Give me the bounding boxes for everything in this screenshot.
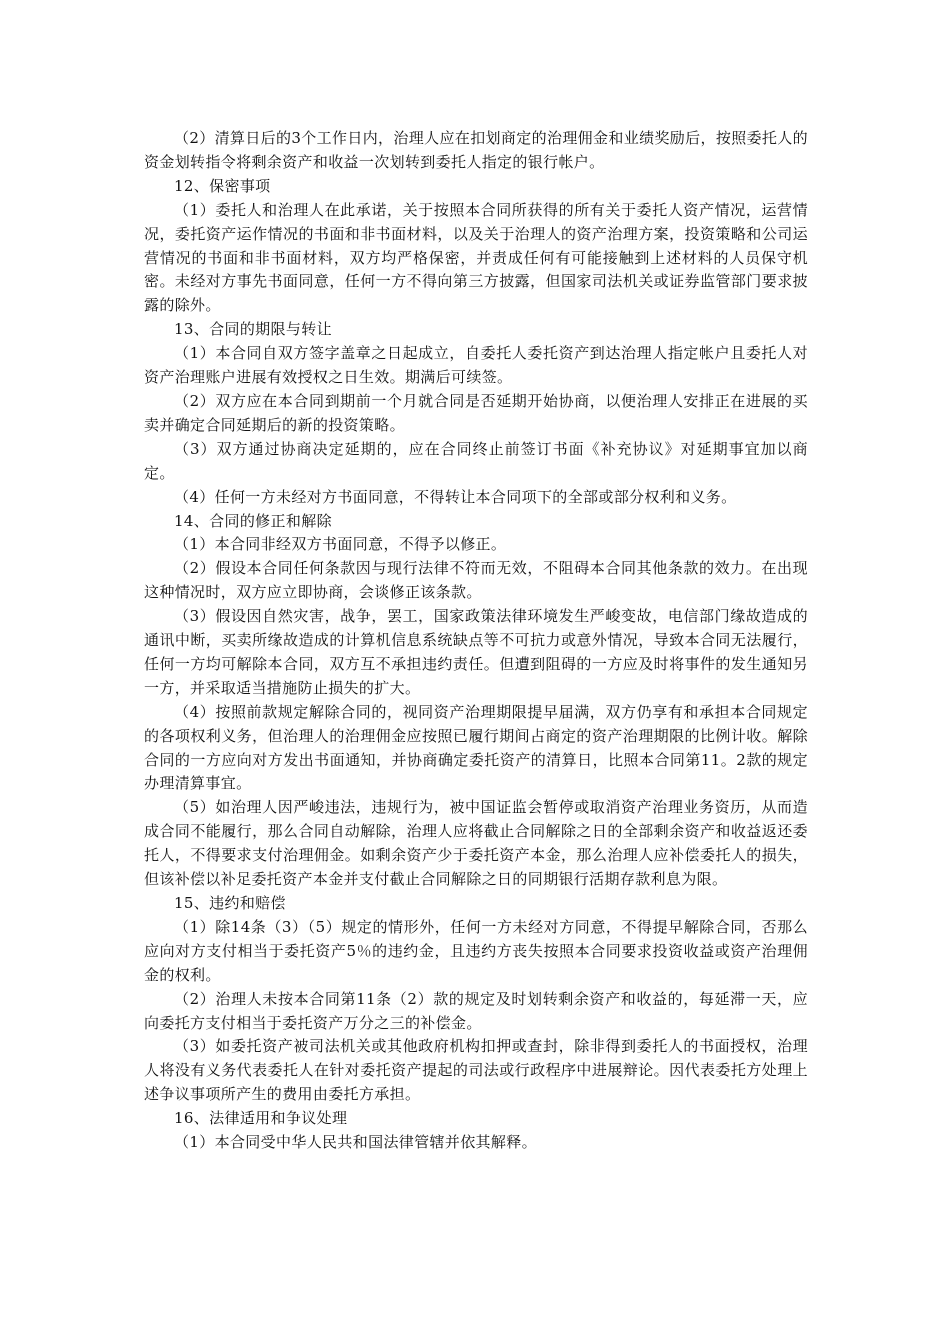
paragraph-14-5: （5）如治理人因严峻违法，违规行为，被中国证监会暂停或取消资产治理业务资历，从而造成合同不能履行，那么合同自动解除，治理人应将截止合同解除之日的全部剩余资产和收益返还委托人，不得要求支付治理佣金。如剩余资产少于委托资产本金，那么治理人应补偿委托人的损失，但该补偿以补足委托资产本金并支付截止合同解除之日的同期银行活期存款利息为限。 — [144, 798, 808, 889]
paragraph-16-1: （1）本合同受中华人民共和国法律管辖并依其解释。 — [174, 1133, 537, 1152]
paragraph-12-1: （1）委托人和治理人在此承诺，关于按照本合同所获得的所有关于委托人资产情况，运营情况，委托资产运作情况的书面和非书面材料，以及关于治理人的资产治理方案，投资策略和公司运营情况的书面和非书面材料，双方均严格保密，并责成任何有可能接触到上述材料的人员保守机密。未经对方事先书面同意，任何一方不得向第三方披露，但国家司法机关或证券监管部门要求披露的除外。 — [144, 200, 808, 315]
paragraph-15-3: （3）如委托资产被司法机关或其他政府机构扣押或查封，除非得到委托人的书面授权，治理人将没有义务代表委托人在针对委托资产提起的司法或行政程序中进展辩论。因代表委托方处理上述争议事项所产生的费用由委托方承担。 — [144, 1037, 808, 1104]
paragraph-13-4: （4）任何一方未经对方书面同意，不得转让本合同项下的全部或部分权利和义务。 — [174, 487, 737, 506]
section-heading-15: 15、违约和赔偿 — [174, 894, 286, 912]
section-heading-14: 14、合同的修正和解除 — [174, 511, 332, 530]
paragraph-14-2: （2）假设本合同任何条款因与现行法律不符而无效，不阻碍本合同其他条款的效力。在出现这种情况时，双方应立即协商，会谈修正该条款。 — [144, 559, 808, 602]
paragraph-15-1: （1）除14条（3）（5）规定的情形外，任何一方未经对方同意，不得提早解除合同，否那么应向对方支付相当于委托资产5％的违约金，且违约方丧失按照本合同要求投资收益或资产治理佣金的权利。 — [144, 917, 808, 984]
paragraph-11-2: （2）清算日后的3个工作日内，治理人应在扣划商定的治理佣金和业绩奖励后，按照委托人的资金划转指令将剩余资产和收益一次划转到委托人指定的银行帐户。 — [144, 129, 808, 171]
section-heading-13: 13、合同的期限与转让 — [174, 320, 332, 339]
section-heading-16: 16、法律适用和争议处理 — [174, 1109, 348, 1128]
paragraph-14-4: （4）按照前款规定解除合同的，视同资产治理期限提早届满，双方仍享有和承担本合同规定的各项权利义务，但治理人的治理佣金应按照已履行期间占商定的资产治理期限的比例计收。解除合同的一方应向对方发出书面通知，并协商确定委托资产的清算日，比照本合同第11。2款的规定办理清算事宜。 — [144, 702, 808, 793]
section-heading-12: 12、保密事项 — [174, 176, 271, 195]
paragraph-14-3: （3）假设因自然灾害，战争，罢工，国家政策法律环境发生严峻变故，电信部门缘故造成的通讯中断，买卖所缘故造成的计算机信息系统缺点等不可抗力或意外情况，导致本合同无法履行，任何一方均可解除本合同，双方互不承担违约责任。但遭到阻碍的一方应及时将事件的发生通知另一方，并采取适当措施防止损失的扩大。 — [144, 607, 808, 697]
paragraph-13-2: （2）双方应在本合同到期前一个月就合同是否延期开始协商，以便治理人安排正在进展的买卖并确定合同延期后的新的投资策略。 — [144, 391, 808, 434]
document-page — [144, 127, 808, 1155]
paragraph-15-2: （2）治理人未按本合同第11条（2）款的规定及时划转剩余资产和收益的，每延滞一天，应向委托方支付相当于委托资产万分之三的补偿金。 — [144, 989, 808, 1032]
paragraph-13-3: （3）双方通过协商决定延期的，应在合同终止前签订书面《补充协议》对延期事宜加以商定。 — [144, 439, 808, 482]
paragraph-13-1: （1）本合同自双方签字盖章之日起成立，自委托人委托资产到达治理人指定帐户且委托人对资产治理账户进展有效授权之日生效。期满后可续签。 — [144, 344, 808, 387]
paragraph-14-1: （1）本合同非经双方书面同意，不得予以修正。 — [174, 535, 507, 554]
